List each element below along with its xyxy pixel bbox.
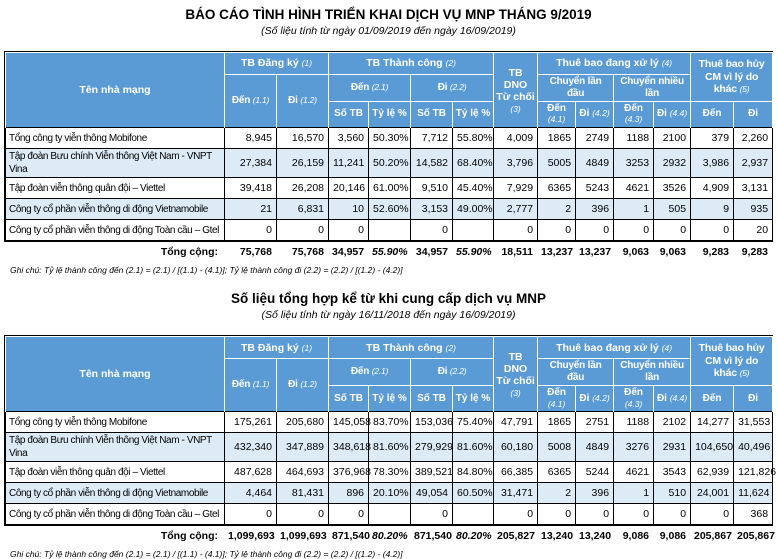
value-cell: 47,791 — [494, 412, 538, 433]
table-row — [6, 412, 773, 433]
value-cell: 0 — [538, 220, 576, 241]
operator-name-cell: Tổng công ty viễn thông Mobifone — [6, 412, 225, 433]
table-body — [6, 412, 777, 525]
table-row — [6, 199, 773, 220]
value-cell: 9 — [691, 199, 734, 220]
value-cell: 14,582 — [411, 149, 453, 178]
value-cell: 50.20% — [369, 149, 411, 178]
column-header-operator: Tên nhà mạng — [6, 337, 225, 412]
column-group-registered: TB Đăng ký (1) — [225, 337, 329, 359]
column-header-out-4-4: Đi (4.4) — [654, 385, 691, 412]
total-value-cell: 9,086 — [622, 530, 649, 543]
column-header-out-1-2: Đi (1.2) — [277, 75, 329, 128]
value-cell: 3543 — [654, 462, 691, 483]
total-label: Tổng cộng: — [160, 530, 218, 543]
column-header-in: Đến — [691, 101, 734, 128]
total-row — [5, 526, 772, 546]
value-cell: 31,553 — [734, 412, 773, 433]
total-value-cell: 34,957 — [332, 246, 365, 259]
operator-name-cell: Tập đoàn Bưu chính Viễn thông Việt Nam - VNPT Vina — [6, 433, 225, 462]
value-cell: 20 — [734, 220, 773, 241]
value-cell: 389,521 — [411, 462, 453, 483]
column-group-processing: Thuê bao đang xử lý (4) — [538, 53, 691, 75]
total-value-cell: 13,237 — [579, 246, 612, 259]
column-header-operator: Tên nhà mạng — [6, 53, 225, 128]
column-header-rate: Tỷ lệ % — [369, 101, 411, 128]
table-row — [6, 483, 773, 504]
value-cell: 31,471 — [494, 483, 538, 504]
value-cell: 0 — [411, 220, 453, 241]
value-cell: 376,968 — [329, 462, 369, 483]
column-header-in: Đến — [691, 385, 734, 412]
value-cell: 75.40% — [453, 412, 494, 433]
total-value-cell: 80.20% — [456, 530, 492, 543]
value-cell: 153,036 — [411, 412, 453, 433]
value-cell — [453, 504, 494, 525]
column-group-first-transfer: Chuyển lần đầu — [538, 75, 614, 102]
value-cell: 935 — [734, 199, 773, 220]
value-cell: 39,418 — [225, 178, 277, 199]
value-cell: 0 — [538, 504, 576, 525]
value-cell: 0 — [329, 220, 369, 241]
value-cell: 0 — [691, 504, 734, 525]
total-value-cell: 9,086 — [659, 530, 686, 543]
total-value-cell: 13,240 — [541, 530, 574, 543]
value-cell: 5244 — [576, 462, 614, 483]
column-group-out-2-2: Đi (2.2) — [411, 75, 494, 102]
value-cell: 2931 — [654, 433, 691, 462]
column-header-in-4-3: Đến (4.3) — [614, 101, 654, 128]
column-header-out-1-2: Đi (1.2) — [277, 359, 329, 412]
column-header-subs-count: Số TB — [411, 385, 453, 412]
value-cell: 66,385 — [494, 462, 538, 483]
value-cell: 0 — [494, 220, 538, 241]
column-header-in-4-1: Đến (4.1) — [538, 385, 576, 412]
value-cell: 104,650 — [691, 433, 734, 462]
column-group-out-2-2: Đi (2.2) — [411, 359, 494, 386]
value-cell: 7,712 — [411, 128, 453, 149]
value-cell: 4621 — [614, 178, 654, 199]
value-cell: 379 — [691, 128, 734, 149]
column-group-cancelled-other: Thuê bao hủy CM vì lý do khác (5) — [691, 53, 773, 102]
table-row — [6, 149, 773, 178]
operator-name-cell: Tổng công ty viễn thông Mobifone — [6, 128, 225, 149]
value-cell: 2100 — [654, 128, 691, 149]
column-header-subs-count: Số TB — [411, 101, 453, 128]
value-cell: 175,261 — [225, 412, 277, 433]
operator-name-cell: Công ty cổ phần viễn thông di động Vietnamobile — [6, 483, 225, 504]
value-cell: 5005 — [538, 149, 576, 178]
column-header-rate: Tỷ lệ % — [453, 101, 494, 128]
operator-name-cell: Công ty cổ phần viễn thông di động Vietnamobile — [6, 199, 225, 220]
value-cell: 81.60% — [453, 433, 494, 462]
value-cell: 20.10% — [369, 483, 411, 504]
value-cell: 510 — [654, 483, 691, 504]
value-cell: 4,009 — [494, 128, 538, 149]
column-header-dno-rejected: TB DNO Từ chối (3) — [494, 53, 538, 128]
column-group-first-transfer: Chuyển lần đầu — [538, 359, 614, 386]
total-value-cell: 1,099,693 — [228, 530, 275, 543]
value-cell: 3526 — [654, 178, 691, 199]
value-cell: 1188 — [614, 128, 654, 149]
value-cell: 2102 — [654, 412, 691, 433]
column-header-subs-count: Số TB — [329, 101, 369, 128]
value-cell: 0 — [329, 504, 369, 525]
value-cell: 0 — [654, 220, 691, 241]
total-value-cell: 205,827 — [497, 530, 535, 543]
total-value-cell: 871,540 — [414, 530, 452, 543]
value-cell: 0 — [411, 504, 453, 525]
value-cell: 5008 — [538, 433, 576, 462]
total-value-cell: 9,063 — [659, 246, 686, 259]
value-cell: 4849 — [576, 433, 614, 462]
value-cell: 0 — [277, 220, 329, 241]
value-cell: 9,510 — [411, 178, 453, 199]
total-value-cell: 75,768 — [291, 246, 324, 259]
column-header-out-4-4: Đi (4.4) — [654, 101, 691, 128]
value-cell: 0 — [225, 220, 277, 241]
column-header-subs-count: Số TB — [329, 385, 369, 412]
value-cell: 464,693 — [277, 462, 329, 483]
table-row — [6, 128, 773, 149]
value-cell: 7,929 — [494, 178, 538, 199]
value-cell: 11,241 — [329, 149, 369, 178]
total-value-cell: 9,283 — [702, 246, 729, 259]
value-cell: 49.00% — [453, 199, 494, 220]
value-cell: 0 — [654, 504, 691, 525]
value-cell: 0 — [576, 504, 614, 525]
value-cell: 121,826 — [734, 462, 773, 483]
value-cell: 1188 — [614, 412, 654, 433]
column-header-in-1-1: Đến (1.1) — [225, 359, 277, 412]
total-row — [5, 242, 772, 262]
value-cell: 2751 — [576, 412, 614, 433]
value-cell: 2 — [538, 483, 576, 504]
value-cell: 78.30% — [369, 462, 411, 483]
value-cell: 0 — [277, 504, 329, 525]
value-cell: 896 — [329, 483, 369, 504]
total-value-cell: 34,957 — [415, 246, 448, 259]
value-cell: 3276 — [614, 433, 654, 462]
value-cell: 1865 — [538, 128, 576, 149]
value-cell: 3,796 — [494, 149, 538, 178]
operator-name-cell: Tập đoàn viễn thông quân đội – Viettel — [6, 178, 225, 199]
value-cell: 81.60% — [369, 433, 411, 462]
total-value-cell: 75,768 — [239, 246, 272, 259]
table-row — [6, 178, 773, 199]
value-cell: 55.80% — [453, 128, 494, 149]
operator-name-cell: Tập đoàn Bưu chính Viễn thông Việt Nam - VNPT Vina — [6, 149, 225, 178]
value-cell: 83.70% — [369, 412, 411, 433]
value-cell: 14,277 — [691, 412, 734, 433]
value-cell: 4,464 — [225, 483, 277, 504]
column-group-processing: Thuê bao đang xử lý (4) — [538, 337, 691, 359]
value-cell: 45.40% — [453, 178, 494, 199]
value-cell: 3253 — [614, 149, 654, 178]
value-cell: 1 — [614, 483, 654, 504]
value-cell: 205,680 — [277, 412, 329, 433]
total-value-cell: 18,511 — [501, 246, 533, 259]
value-cell: 11,624 — [734, 483, 773, 504]
section-subtitle: (Số liệu tính từ ngày 16/11/2018 đến ngày 16/09/2019) — [261, 309, 516, 322]
value-cell: 2,260 — [734, 128, 773, 149]
column-group-in-2-1: Đến (2.1) — [329, 75, 411, 102]
value-cell: 27,384 — [225, 149, 277, 178]
column-group-registered: TB Đăng ký (1) — [225, 53, 329, 75]
cumulative-totals-row — [5, 526, 775, 546]
value-cell: 2,777 — [494, 199, 538, 220]
column-header-out: Đi — [734, 385, 773, 412]
report-subtitle: (Số liệu tính từ ngày 01/09/2019 đến ngày 16/09/2019) — [261, 25, 516, 37]
column-header-in-1-1: Đến (1.1) — [225, 75, 277, 128]
value-cell: 26,208 — [277, 178, 329, 199]
value-cell: 396 — [576, 483, 614, 504]
value-cell — [369, 504, 411, 525]
column-group-cancelled-other: Thuê bao hủy CM vì lý do khác (5) — [691, 337, 773, 386]
value-cell: 3,131 — [734, 178, 773, 199]
operator-name-cell: Tập đoàn viễn thông quân đội – Viettel — [6, 462, 225, 483]
value-cell: 40,496 — [734, 433, 773, 462]
value-cell: 3,153 — [411, 199, 453, 220]
value-cell: 145,058 — [329, 412, 369, 433]
value-cell: 0 — [614, 504, 654, 525]
column-header-in-4-1: Đến (4.1) — [538, 101, 576, 128]
value-cell: 81,431 — [277, 483, 329, 504]
value-cell: 279,929 — [411, 433, 453, 462]
value-cell: 20,146 — [329, 178, 369, 199]
value-cell: 5243 — [576, 178, 614, 199]
value-cell: 68.40% — [453, 149, 494, 178]
monthly-report-table — [4, 51, 773, 242]
table-header — [6, 337, 773, 412]
total-value-cell: 9,063 — [622, 246, 649, 259]
column-header-rate: Tỷ lệ % — [369, 385, 411, 412]
value-cell: 50.30% — [369, 128, 411, 149]
operator-name-cell: Công ty cổ phần viễn thông di động Toàn cầu – Gtel — [6, 220, 225, 241]
value-cell: 3,986 — [691, 149, 734, 178]
value-cell: 4849 — [576, 149, 614, 178]
value-cell: 24,001 — [691, 483, 734, 504]
cumulative-report-table — [4, 335, 777, 526]
value-cell: 396 — [576, 199, 614, 220]
value-cell: 8,945 — [225, 128, 277, 149]
value-cell: 61.00% — [369, 178, 411, 199]
value-cell: 60,180 — [494, 433, 538, 462]
value-cell: 432,340 — [225, 433, 277, 462]
value-cell: 4,909 — [691, 178, 734, 199]
value-cell: 2932 — [654, 149, 691, 178]
table-row — [6, 462, 773, 483]
value-cell: 21 — [225, 199, 277, 220]
section-title: Số liệu tổng hợp kể từ khi cung cấp dịch vụ MNP — [231, 291, 546, 307]
total-value-cell: 9,283 — [741, 246, 768, 259]
column-header-in-4-3: Đến (4.3) — [614, 385, 654, 412]
column-group-in-2-1: Đến (2.1) — [329, 359, 411, 386]
column-group-success: TB Thành công (2) — [329, 337, 494, 359]
value-cell: 2 — [538, 199, 576, 220]
table-row — [6, 433, 773, 462]
total-value-cell: 13,237 — [541, 246, 574, 259]
total-value-cell: 80.20% — [372, 530, 408, 543]
value-cell: 0 — [691, 220, 734, 241]
value-cell: 16,570 — [277, 128, 329, 149]
total-value-cell: 205,867 — [694, 530, 732, 543]
value-cell: 3,560 — [329, 128, 369, 149]
value-cell: 26,159 — [277, 149, 329, 178]
report-title: BÁO CÁO TÌNH HÌNH TRIỂN KHAI DỊCH VỤ MNP THÁNG 9/2019 — [185, 7, 592, 22]
column-header-out: Đi — [734, 101, 773, 128]
total-value-cell: 13,240 — [579, 530, 612, 543]
value-cell: 1 — [614, 199, 654, 220]
column-header-out-4-2: Đi (4.2) — [576, 101, 614, 128]
table-body — [6, 128, 773, 241]
column-group-multi-transfer: Chuyển nhiều lần — [614, 75, 691, 102]
total-label: Tổng cộng: — [160, 246, 218, 259]
column-header-rate: Tỷ lệ % — [453, 385, 494, 412]
operator-name-cell: Công ty cổ phần viễn thông di động Toàn cầu – Gtel — [6, 504, 225, 525]
value-cell: 6365 — [538, 178, 576, 199]
footnote: Ghi chú: Tỷ lệ thành công đến (2.1) = (2.1) / [(1.1) - (4.1)]; Tỷ lệ thành công đi (2.2) = (2.2) / [(1.2) - (4.2)] — [10, 549, 403, 559]
value-cell: 2,937 — [734, 149, 773, 178]
value-cell: 487,628 — [225, 462, 277, 483]
value-cell: 62,939 — [691, 462, 734, 483]
value-cell — [453, 220, 494, 241]
total-value-cell: 871,540 — [332, 530, 370, 543]
value-cell: 6,831 — [277, 199, 329, 220]
value-cell: 49,054 — [411, 483, 453, 504]
value-cell: 0 — [494, 504, 538, 525]
value-cell: 52.60% — [369, 199, 411, 220]
value-cell: 10 — [329, 199, 369, 220]
footnote: Ghi chú: Tỷ lệ thành công đến (2.1) = (2.1) / [(1.1) - (4.1)]; Tỷ lệ thành công đi (2.2) = (2.2) / [(1.2) - (4.2)] — [10, 265, 403, 276]
value-cell: 0 — [225, 504, 277, 525]
value-cell: 0 — [576, 220, 614, 241]
table-header — [6, 53, 773, 128]
value-cell: 348,618 — [329, 433, 369, 462]
value-cell: 84.80% — [453, 462, 494, 483]
value-cell: 368 — [734, 504, 773, 525]
value-cell: 6365 — [538, 462, 576, 483]
column-group-success: TB Thành công (2) — [329, 53, 494, 75]
total-value-cell: 55.90% — [372, 246, 408, 259]
value-cell: 4621 — [614, 462, 654, 483]
column-header-out-4-2: Đi (4.2) — [576, 385, 614, 412]
column-header-dno-rejected: TB DNO Từ chối (3) — [494, 337, 538, 412]
total-value-cell: 1,099,693 — [280, 530, 327, 543]
value-cell: 347,889 — [277, 433, 329, 462]
value-cell: 505 — [654, 199, 691, 220]
value-cell: 1865 — [538, 412, 576, 433]
table-row — [6, 504, 773, 525]
total-value-cell: 205,867 — [737, 530, 775, 543]
value-cell: 0 — [614, 220, 654, 241]
table-row — [6, 220, 773, 241]
monthly-totals-row — [5, 242, 772, 262]
total-value-cell: 55.90% — [456, 246, 492, 259]
value-cell: 60.50% — [453, 483, 494, 504]
column-group-multi-transfer: Chuyển nhiều lần — [614, 359, 691, 386]
value-cell — [369, 220, 411, 241]
value-cell: 2749 — [576, 128, 614, 149]
